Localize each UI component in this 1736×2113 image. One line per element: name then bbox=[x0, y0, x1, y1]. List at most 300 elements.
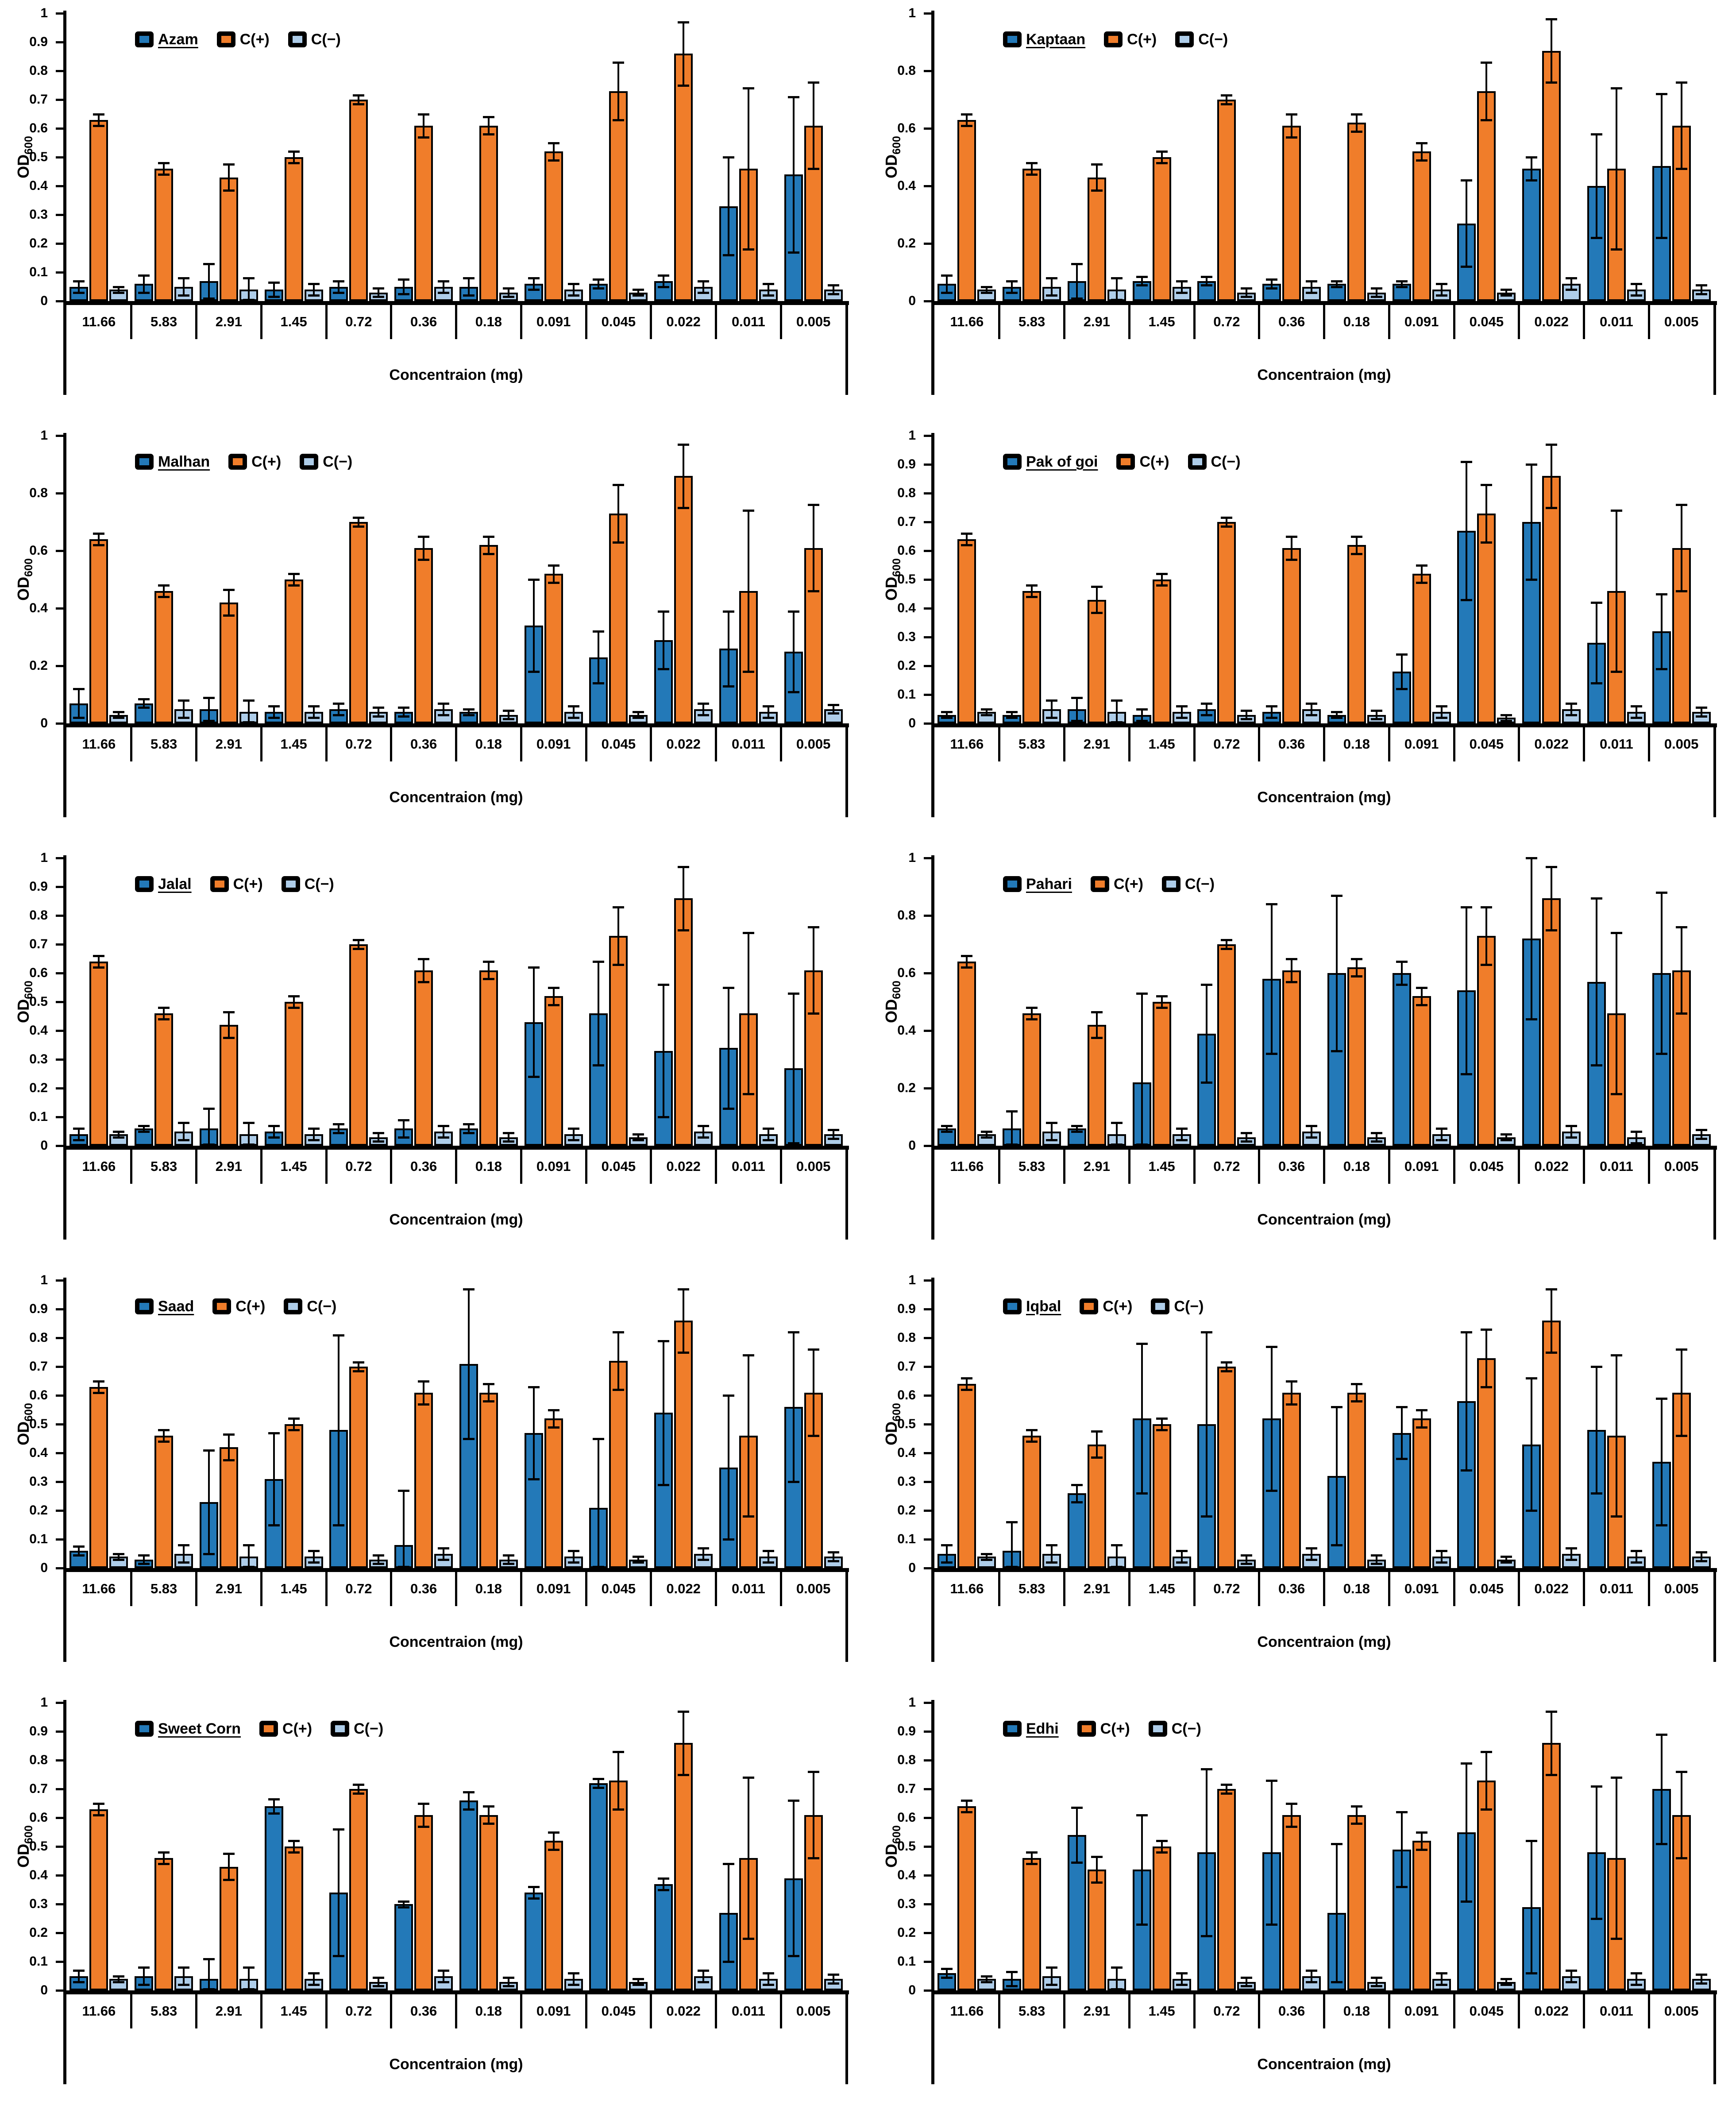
error-bar-cap-bottom bbox=[483, 553, 494, 555]
error-bar-cap-top bbox=[1306, 1125, 1317, 1127]
error-bar-line bbox=[98, 114, 100, 126]
error-bar-cap-bottom bbox=[1071, 720, 1083, 722]
legend-swatch-icon bbox=[288, 31, 307, 47]
error-bar-cap-bottom bbox=[1371, 1985, 1382, 1987]
error-bar-cap-top bbox=[548, 1831, 559, 1834]
error-bar-cap-bottom bbox=[1461, 1073, 1472, 1075]
error-bar-cap-top bbox=[223, 1853, 235, 1855]
error-bar-line bbox=[728, 1864, 729, 1962]
bar-SweetCorn-0.045 bbox=[589, 1783, 608, 1990]
error-bar-line bbox=[313, 284, 315, 295]
error-bar-cap-top bbox=[333, 1123, 344, 1125]
y-tick-label: 0.6 bbox=[29, 1388, 48, 1402]
error-bar-cap-bottom bbox=[73, 717, 85, 719]
chart-iqbal bbox=[868, 1267, 1736, 1689]
error-bar-cap-top bbox=[113, 1975, 124, 1978]
error-bar-line bbox=[966, 1800, 968, 1812]
error-bar-line bbox=[1531, 1841, 1532, 1973]
x-tick-label: 11.66 bbox=[82, 2003, 116, 2019]
error-bar-cap-top bbox=[1046, 277, 1057, 279]
error-bar-cap-bottom bbox=[1201, 284, 1212, 286]
y-tick-label: 0.5 bbox=[897, 1417, 916, 1431]
error-bar-line bbox=[683, 22, 684, 85]
error-bar-cap-top bbox=[483, 1383, 494, 1385]
y-tick-mark bbox=[56, 1510, 63, 1512]
error-bar-cap-top bbox=[633, 1133, 644, 1136]
y-tick-label: 0.5 bbox=[897, 572, 916, 587]
legend-swatch-icon bbox=[1077, 1721, 1096, 1737]
legend-label: Malhan bbox=[158, 453, 210, 470]
error-bar-cap-bottom bbox=[763, 294, 774, 297]
error-bar-cap-top bbox=[113, 711, 124, 713]
error-bar-cap-bottom bbox=[1156, 584, 1168, 587]
error-bar-cap-top bbox=[288, 1418, 300, 1420]
error-bar-cap-top bbox=[438, 280, 449, 282]
y-tick-label: 0 bbox=[908, 1983, 916, 1997]
error-bar-cap-bottom bbox=[503, 296, 514, 298]
error-bar-cap-bottom bbox=[1091, 189, 1103, 192]
error-bar-cap-top bbox=[568, 1972, 579, 1974]
y-tick-mark bbox=[56, 1846, 63, 1848]
error-bar-cap-top bbox=[1656, 1398, 1667, 1400]
x-tick-label: 0.005 bbox=[1664, 1159, 1699, 1174]
error-bar-line bbox=[1356, 1384, 1358, 1401]
error-bar-cap-top bbox=[333, 280, 344, 282]
y-axis-line bbox=[931, 1700, 934, 2084]
error-bar-line bbox=[768, 1973, 769, 1985]
x-tick-label: 0.18 bbox=[1343, 1581, 1370, 1596]
x-tick-label: 5.83 bbox=[1018, 314, 1045, 329]
error-bar-cap-bottom bbox=[961, 1389, 972, 1391]
error-bar-cap-top bbox=[1396, 961, 1408, 963]
error-bar-cap-bottom bbox=[1266, 717, 1277, 719]
error-bar-cap-bottom bbox=[828, 293, 839, 295]
y-tick-label: 0.7 bbox=[897, 1781, 916, 1796]
error-bar-line bbox=[573, 284, 575, 295]
error-bar-line bbox=[1466, 180, 1467, 267]
error-bar-cap-top bbox=[1611, 87, 1622, 89]
error-bar-line bbox=[183, 1967, 185, 1985]
error-bar-cap-bottom bbox=[288, 1007, 300, 1009]
error-bar-cap-bottom bbox=[203, 1143, 215, 1146]
error-bar-cap-top bbox=[1526, 1377, 1537, 1379]
y-tick-label: 1 bbox=[40, 1695, 48, 1710]
y-axis-line bbox=[931, 1278, 934, 1662]
legend bbox=[1003, 1720, 1201, 1737]
error-bar-line bbox=[1291, 1381, 1292, 1404]
x-tick-label: 1.45 bbox=[280, 2003, 307, 2019]
error-bar-cap-bottom bbox=[763, 1984, 774, 1986]
error-bar-line bbox=[748, 1355, 749, 1516]
bar-C(+)-0.091 bbox=[544, 151, 563, 301]
error-bar-cap-bottom bbox=[1481, 1808, 1492, 1811]
error-bar-cap-top bbox=[1501, 1133, 1512, 1136]
legend-item-positive-control bbox=[210, 876, 263, 892]
error-bar-cap-bottom bbox=[1306, 714, 1317, 716]
x-tick-label: 0.091 bbox=[536, 736, 571, 752]
x-tick-label: 0.011 bbox=[731, 314, 765, 329]
x-tick-label: 0.72 bbox=[1213, 736, 1240, 752]
error-bar-cap-top bbox=[1481, 484, 1492, 486]
x-tick-label: 0.72 bbox=[1213, 1159, 1240, 1174]
error-bar-line bbox=[143, 275, 145, 293]
legend-item-negative-control bbox=[284, 1298, 336, 1315]
error-bar-line bbox=[1401, 1812, 1403, 1887]
legend-swatch-icon bbox=[1149, 1721, 1167, 1737]
error-bar-cap-top bbox=[1501, 714, 1512, 716]
error-bar-cap-top bbox=[1266, 1780, 1277, 1782]
y-tick-mark bbox=[56, 12, 63, 15]
error-bar-cap-top bbox=[698, 280, 709, 282]
legend-swatch-icon bbox=[217, 31, 235, 47]
error-bar-line bbox=[1466, 462, 1467, 600]
error-bar-line bbox=[143, 1967, 145, 1985]
error-bar-cap-top bbox=[1611, 932, 1622, 934]
error-bar-cap-bottom bbox=[1266, 287, 1277, 290]
error-bar-cap-top bbox=[1241, 1132, 1252, 1134]
error-bar-cap-top bbox=[1176, 1550, 1188, 1552]
error-bar-cap-top bbox=[73, 1545, 85, 1548]
error-bar-cap-bottom bbox=[723, 1961, 734, 1963]
error-bar-cap-top bbox=[1566, 277, 1577, 279]
y-tick-label: 0.8 bbox=[29, 908, 48, 923]
error-bar-line bbox=[1616, 1355, 1617, 1516]
error-bar-line bbox=[1116, 700, 1118, 723]
legend-label: C(−) bbox=[307, 1298, 337, 1315]
y-tick-label: 0.4 bbox=[897, 1023, 916, 1038]
error-bar-cap-bottom bbox=[1026, 1441, 1038, 1443]
error-bar-cap-top bbox=[288, 995, 300, 997]
error-bar-line bbox=[228, 164, 230, 190]
y-tick-mark bbox=[924, 1423, 931, 1425]
error-bar-line bbox=[403, 1120, 405, 1137]
error-bar-line bbox=[1531, 858, 1532, 1019]
x-tick-label: 1.45 bbox=[280, 314, 307, 329]
error-bar-line bbox=[1401, 1407, 1403, 1459]
error-bar-cap-top bbox=[93, 955, 104, 957]
y-tick-label: 1 bbox=[40, 6, 48, 20]
x-tick-label: 0.36 bbox=[410, 1581, 437, 1596]
error-bar-cap-top bbox=[1306, 703, 1317, 705]
error-bar-cap-top bbox=[1591, 897, 1602, 900]
bar-C(+)-5.83 bbox=[1022, 1013, 1041, 1146]
error-bar-cap-top bbox=[1241, 710, 1252, 712]
y-tick-label: 0.8 bbox=[29, 1330, 48, 1345]
bar-C(+)-11.66 bbox=[957, 962, 976, 1146]
error-bar-cap-bottom bbox=[1611, 671, 1622, 673]
error-bar-cap-bottom bbox=[353, 103, 364, 105]
error-bar-cap-bottom bbox=[353, 525, 364, 528]
bar-Pahari-0.091 bbox=[1393, 973, 1411, 1146]
error-bar-cap-bottom bbox=[1306, 292, 1317, 294]
legend bbox=[135, 1720, 383, 1737]
error-bar-line bbox=[1311, 1126, 1312, 1137]
error-bar-line bbox=[1485, 1752, 1487, 1809]
legend bbox=[1003, 876, 1215, 892]
error-bar-cap-top bbox=[788, 1331, 799, 1333]
error-bar-line bbox=[966, 1378, 968, 1390]
error-bar-line bbox=[1011, 281, 1013, 293]
error-bar-cap-bottom bbox=[438, 292, 449, 294]
legend-label: C(−) bbox=[1185, 876, 1215, 892]
error-bar-cap-top bbox=[93, 113, 104, 116]
bar-Iqbal-2.91 bbox=[1068, 1493, 1086, 1568]
error-bar-cap-top bbox=[1566, 1125, 1577, 1127]
error-bar-cap-bottom bbox=[438, 1981, 449, 1983]
error-bar-cap-top bbox=[93, 1803, 104, 1805]
legend-swatch-icon bbox=[1091, 876, 1109, 892]
error-bar-line bbox=[793, 97, 795, 252]
bar-C(+)-0.091 bbox=[544, 574, 563, 723]
legend-label: Jalal bbox=[158, 876, 192, 892]
error-bar-cap-top bbox=[743, 1354, 754, 1356]
error-bar-cap-bottom bbox=[1546, 1774, 1557, 1776]
error-bar-cap-top bbox=[463, 1288, 475, 1290]
legend-item-positive-control bbox=[1077, 1720, 1130, 1737]
error-bar-cap-top bbox=[1676, 926, 1687, 928]
x-tick-label: 11.66 bbox=[950, 314, 984, 329]
bar-C(+)-0.36 bbox=[1282, 1815, 1301, 1991]
legend-item-sample bbox=[135, 453, 210, 470]
error-bar-cap-bottom bbox=[548, 1849, 559, 1851]
error-bar-cap-bottom bbox=[1461, 599, 1472, 601]
error-bar-cap-bottom bbox=[678, 929, 689, 931]
x-tick-label: 0.045 bbox=[601, 1159, 636, 1174]
error-bar-line bbox=[1161, 574, 1163, 585]
error-bar-cap-bottom bbox=[658, 1889, 669, 1891]
error-bar-cap-bottom bbox=[1436, 717, 1447, 719]
error-bar-cap-bottom bbox=[1201, 1935, 1212, 1937]
error-bar-line bbox=[183, 1123, 185, 1140]
error-bar-cap-bottom bbox=[1286, 1403, 1297, 1406]
legend-item-sample bbox=[135, 876, 192, 892]
y-tick-label: 0 bbox=[40, 1561, 48, 1575]
legend bbox=[135, 31, 341, 48]
bar-C(+)-0.045 bbox=[609, 936, 628, 1146]
error-bar-line bbox=[228, 590, 230, 616]
error-bar-cap-bottom bbox=[353, 948, 364, 950]
error-bar-cap-top bbox=[1591, 1366, 1602, 1368]
error-bar-cap-top bbox=[808, 504, 819, 506]
error-bar-cap-top bbox=[138, 1966, 150, 1969]
error-bar-cap-bottom bbox=[178, 717, 189, 719]
error-bar-cap-bottom bbox=[463, 714, 475, 716]
error-bar-line bbox=[748, 933, 749, 1094]
error-bar-cap-top bbox=[158, 1007, 170, 1009]
error-bar-line bbox=[1161, 1841, 1163, 1852]
error-bar-cap-top bbox=[288, 573, 300, 575]
error-bar-cap-top bbox=[1026, 162, 1038, 164]
error-bar-cap-top bbox=[1656, 892, 1667, 894]
legend-label: C(+) bbox=[1113, 876, 1144, 892]
error-bar-cap-bottom bbox=[308, 1139, 320, 1141]
error-bar-cap-bottom bbox=[1241, 296, 1252, 298]
error-bar-line bbox=[1141, 709, 1143, 721]
error-bar-cap-bottom bbox=[308, 1984, 320, 1986]
y-tick-label: 0.9 bbox=[29, 1302, 48, 1316]
error-bar-cap-top bbox=[763, 705, 774, 707]
error-bar-cap-bottom bbox=[1241, 1985, 1252, 1987]
legend bbox=[135, 1298, 336, 1315]
legend-label: C(−) bbox=[323, 453, 353, 470]
error-bar-cap-bottom bbox=[1026, 596, 1038, 598]
error-bar-line bbox=[273, 282, 275, 297]
error-bar-line bbox=[946, 1545, 948, 1562]
error-bar-cap-bottom bbox=[463, 1438, 475, 1440]
bar-C(+)-5.83 bbox=[154, 591, 173, 723]
error-bar-cap-top bbox=[1396, 653, 1408, 656]
chart-malhan bbox=[0, 422, 868, 845]
bar-C(+)-5.83 bbox=[154, 1858, 173, 1990]
error-bar-line bbox=[1570, 1970, 1572, 1982]
error-bar-cap-top bbox=[941, 1968, 953, 1970]
y-tick-label: 0 bbox=[40, 1983, 48, 1997]
error-bar-line bbox=[533, 967, 535, 1077]
error-bar-cap-top bbox=[593, 1778, 604, 1780]
y-tick-mark bbox=[56, 665, 63, 667]
bar-C(+)-0.045 bbox=[609, 514, 628, 724]
error-bar-cap-top bbox=[73, 280, 85, 282]
x-axis-title: Concentraion (mg) bbox=[389, 1634, 523, 1650]
error-bar-line bbox=[1570, 1126, 1572, 1137]
y-tick-mark bbox=[56, 1423, 63, 1425]
error-bar-cap-top bbox=[1026, 1007, 1038, 1009]
error-bar-cap-top bbox=[1461, 461, 1472, 463]
error-bar-cap-bottom bbox=[678, 1774, 689, 1776]
error-bar-cap-bottom bbox=[1176, 1561, 1188, 1564]
error-bar-cap-top bbox=[483, 536, 494, 538]
y-tick-label: 0.1 bbox=[897, 687, 916, 702]
legend-label: Pahari bbox=[1026, 876, 1072, 892]
bar-C(+)-0.045 bbox=[609, 1781, 628, 1991]
y-tick-label: 0.8 bbox=[897, 1753, 916, 1767]
error-bar-cap-top bbox=[1436, 1128, 1447, 1130]
error-bar-cap-bottom bbox=[438, 714, 449, 716]
error-bar-cap-top bbox=[398, 1901, 409, 1903]
error-bar-cap-top bbox=[1331, 280, 1343, 282]
error-bar-cap-bottom bbox=[138, 292, 150, 294]
error-bar-cap-bottom bbox=[1266, 1490, 1277, 1492]
legend bbox=[135, 876, 334, 892]
y-tick-label: 0.5 bbox=[29, 1417, 48, 1431]
x-tick-label: 0.72 bbox=[345, 314, 372, 329]
x-tick-label: 0.091 bbox=[536, 314, 571, 329]
error-bar-cap-top bbox=[503, 1554, 514, 1557]
error-bar-cap-bottom bbox=[1461, 266, 1472, 268]
error-bar-cap-top bbox=[73, 1128, 85, 1130]
legend-label: C(+) bbox=[239, 31, 270, 48]
error-bar-cap-bottom bbox=[593, 287, 604, 290]
error-bar-cap-bottom bbox=[1656, 1524, 1667, 1526]
error-bar-line bbox=[1661, 594, 1663, 669]
x-tick-label: 11.66 bbox=[82, 1159, 116, 1174]
error-bar-line bbox=[1051, 1545, 1053, 1562]
error-bar-cap-bottom bbox=[483, 1823, 494, 1825]
bar-C(+)-2.91 bbox=[1088, 178, 1106, 301]
x-tick-label: 11.66 bbox=[950, 1581, 984, 1596]
y-tick-mark bbox=[924, 1817, 931, 1819]
error-bar-cap-bottom bbox=[223, 1459, 235, 1461]
y-tick-mark bbox=[924, 1087, 931, 1089]
error-bar-cap-top bbox=[528, 1886, 540, 1888]
bar-C(+)-11.66 bbox=[89, 962, 108, 1146]
y-axis-title-text: OD bbox=[882, 1421, 900, 1445]
y-tick-mark bbox=[56, 435, 63, 437]
error-bar-cap-top bbox=[503, 287, 514, 290]
legend-swatch-icon bbox=[259, 1721, 278, 1737]
bar-C(+)-0.091 bbox=[1412, 574, 1431, 723]
legend-label: Iqbal bbox=[1026, 1298, 1061, 1315]
x-tick-label: 11.66 bbox=[950, 736, 984, 752]
legend-item-positive-control bbox=[1104, 31, 1157, 48]
chart-sweet-corn bbox=[0, 1689, 868, 2112]
legend-label: Pak of goi bbox=[1026, 453, 1098, 470]
error-bar-line bbox=[793, 1800, 795, 1956]
error-bar-cap-top bbox=[1526, 857, 1537, 859]
x-tick-label: 0.011 bbox=[1599, 2003, 1633, 2019]
y-tick-label: 0.2 bbox=[897, 1503, 916, 1518]
y-tick-mark bbox=[924, 694, 931, 696]
error-bar-cap-bottom bbox=[788, 691, 799, 693]
error-bar-cap-bottom bbox=[438, 1136, 449, 1139]
error-bar-cap-top bbox=[1591, 1785, 1602, 1788]
error-bar-cap-top bbox=[1176, 1128, 1188, 1130]
error-bar-cap-bottom bbox=[398, 1136, 409, 1139]
error-bar-cap-top bbox=[961, 533, 972, 535]
error-bar-cap-top bbox=[398, 1119, 409, 1121]
x-tick-label: 2.91 bbox=[1083, 1581, 1111, 1596]
y-tick-mark bbox=[56, 1817, 63, 1819]
error-bar-line bbox=[1031, 1430, 1033, 1441]
bar-C(+)-0.18 bbox=[1347, 123, 1366, 301]
bar-C(+)-0.091 bbox=[544, 1418, 563, 1568]
error-bar-cap-top bbox=[1266, 278, 1277, 281]
error-bar-cap-top bbox=[178, 1966, 189, 1969]
x-tick-label: 2.91 bbox=[1083, 2003, 1111, 2019]
error-bar-cap-bottom bbox=[1501, 1561, 1512, 1564]
error-bar-cap-bottom bbox=[658, 1116, 669, 1118]
y-tick-label: 0 bbox=[40, 294, 48, 308]
error-bar-cap-bottom bbox=[593, 1064, 604, 1066]
error-bar-cap-bottom bbox=[788, 1955, 799, 1957]
y-tick-mark bbox=[924, 857, 931, 859]
y-tick-mark bbox=[924, 492, 931, 494]
error-bar-cap-top bbox=[633, 289, 644, 291]
legend-item-positive-control bbox=[1080, 1298, 1132, 1315]
error-bar-line bbox=[208, 698, 210, 721]
error-bar-cap-bottom bbox=[1136, 284, 1148, 286]
error-bar-line bbox=[617, 1332, 619, 1390]
y-tick-label: 0.2 bbox=[29, 1503, 48, 1518]
y-tick-label: 0.2 bbox=[29, 236, 48, 251]
error-bar-line bbox=[183, 1545, 185, 1562]
error-bar-cap-bottom bbox=[1481, 964, 1492, 966]
error-bar-line bbox=[663, 1878, 664, 1890]
error-bar-cap-top bbox=[1436, 1550, 1447, 1552]
y-tick-label: 0.9 bbox=[897, 1724, 916, 1738]
y-tick-mark bbox=[56, 1759, 63, 1761]
legend bbox=[1003, 1298, 1204, 1315]
error-bar-cap-top bbox=[658, 1340, 669, 1342]
error-bar-line bbox=[813, 1349, 814, 1436]
error-bar-cap-bottom bbox=[398, 1906, 409, 1908]
error-bar-line bbox=[768, 284, 769, 295]
error-bar-cap-top bbox=[1006, 1110, 1018, 1113]
error-bar-cap-bottom bbox=[1526, 179, 1537, 182]
y-axis-line bbox=[931, 11, 934, 395]
error-bar-cap-bottom bbox=[828, 712, 839, 715]
error-bar-cap-top bbox=[1006, 1971, 1018, 1973]
